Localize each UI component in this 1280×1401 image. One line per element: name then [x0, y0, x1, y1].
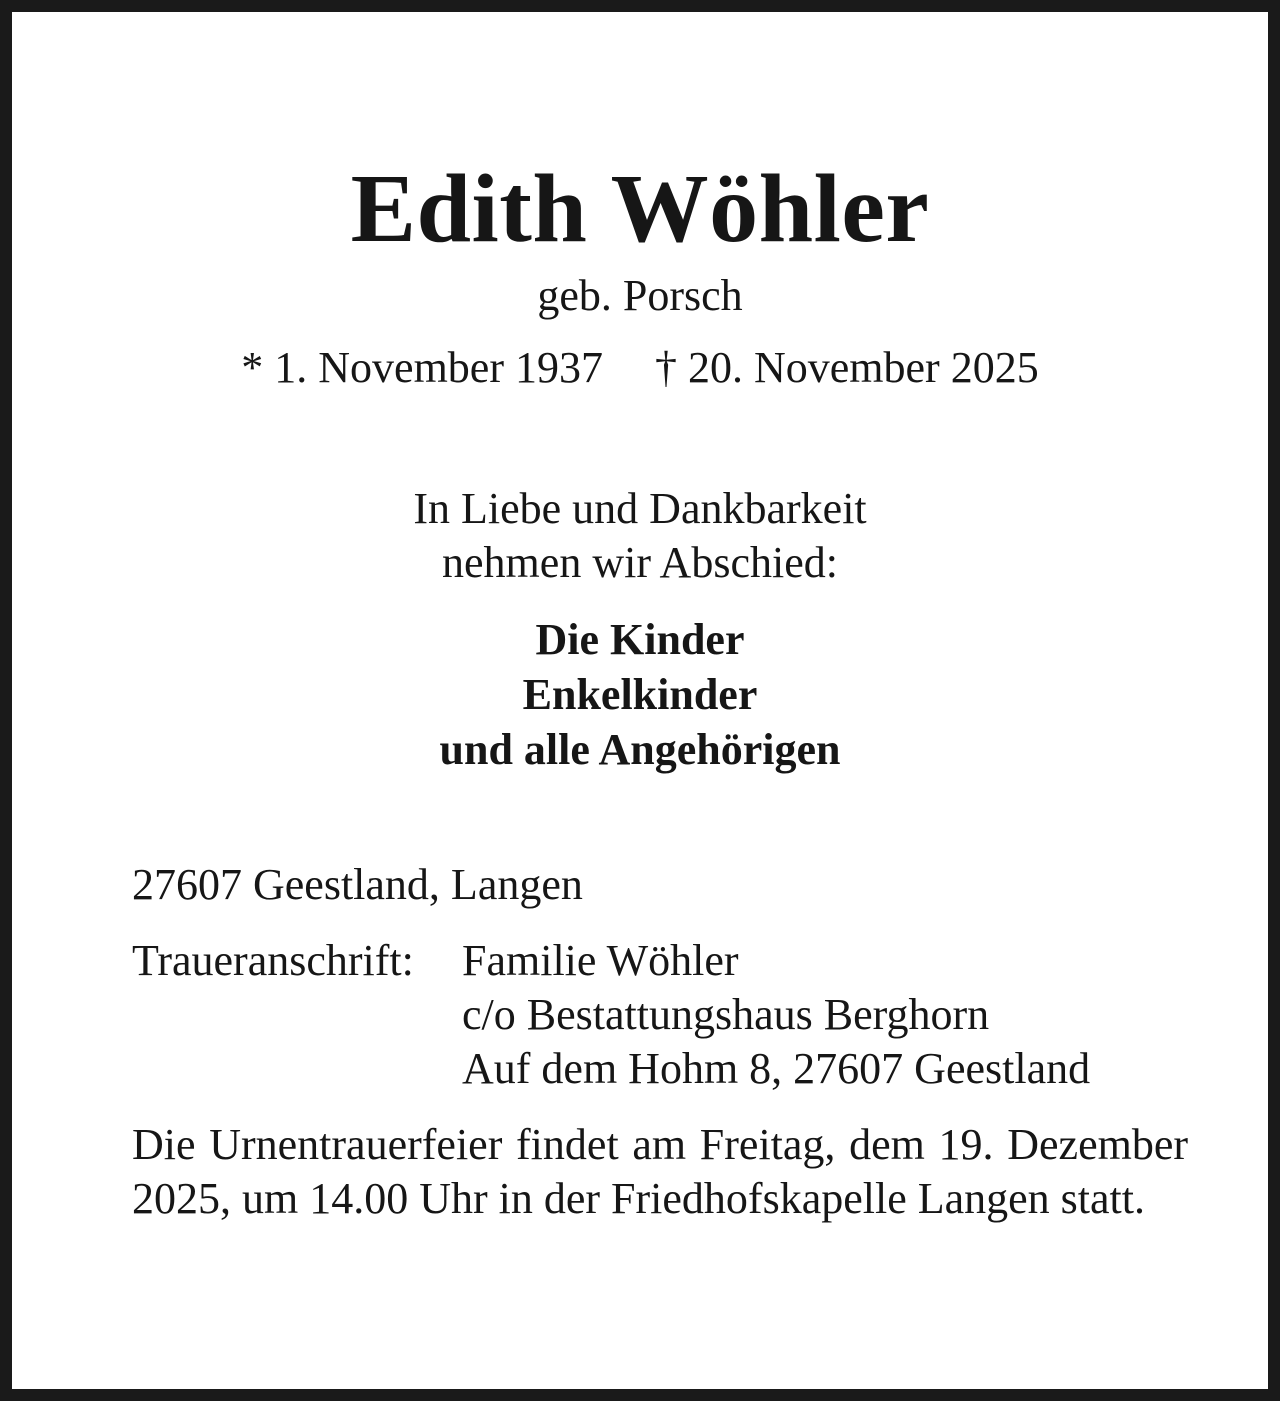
- maiden-name: geb. Porsch: [537, 271, 743, 320]
- address-label: Traueranschrift:: [132, 936, 414, 985]
- mourner-line: Die Kinder: [535, 615, 745, 664]
- farewell-line: nehmen wir Abschied:: [442, 538, 838, 587]
- farewell-line: In Liebe und Dankbarkeit: [413, 484, 867, 533]
- mourner-line: Enkelkinder: [522, 670, 758, 719]
- death-date: † 20. November 2025: [655, 343, 1039, 392]
- birth-date: * 1. November 1937: [241, 343, 603, 392]
- address-lines: [462, 934, 1090, 1096]
- deceased-name: Edith Wöhler: [350, 155, 930, 263]
- address-line: Auf dem Hohm 8, 27607 Geestland: [462, 1044, 1091, 1093]
- life-dates: [12, 342, 1268, 394]
- mourners-list: [12, 612, 1268, 777]
- mourning-address: [132, 934, 1090, 1096]
- service-announcement: Die Urnentrauerfeier findet am Freitag, dem 19. Dezember 2025, um 14.00 Uhr in der Friedhofskapelle Langen statt.: [132, 1120, 1188, 1223]
- farewell-text: [12, 482, 1268, 590]
- mourner-line: und alle Angehörigen: [439, 725, 841, 774]
- address-line: c/o Bestattungshaus Berghorn: [462, 990, 990, 1039]
- place-line: 27607 Geestland, Langen: [132, 860, 583, 909]
- address-line: Familie Wöhler: [462, 936, 739, 985]
